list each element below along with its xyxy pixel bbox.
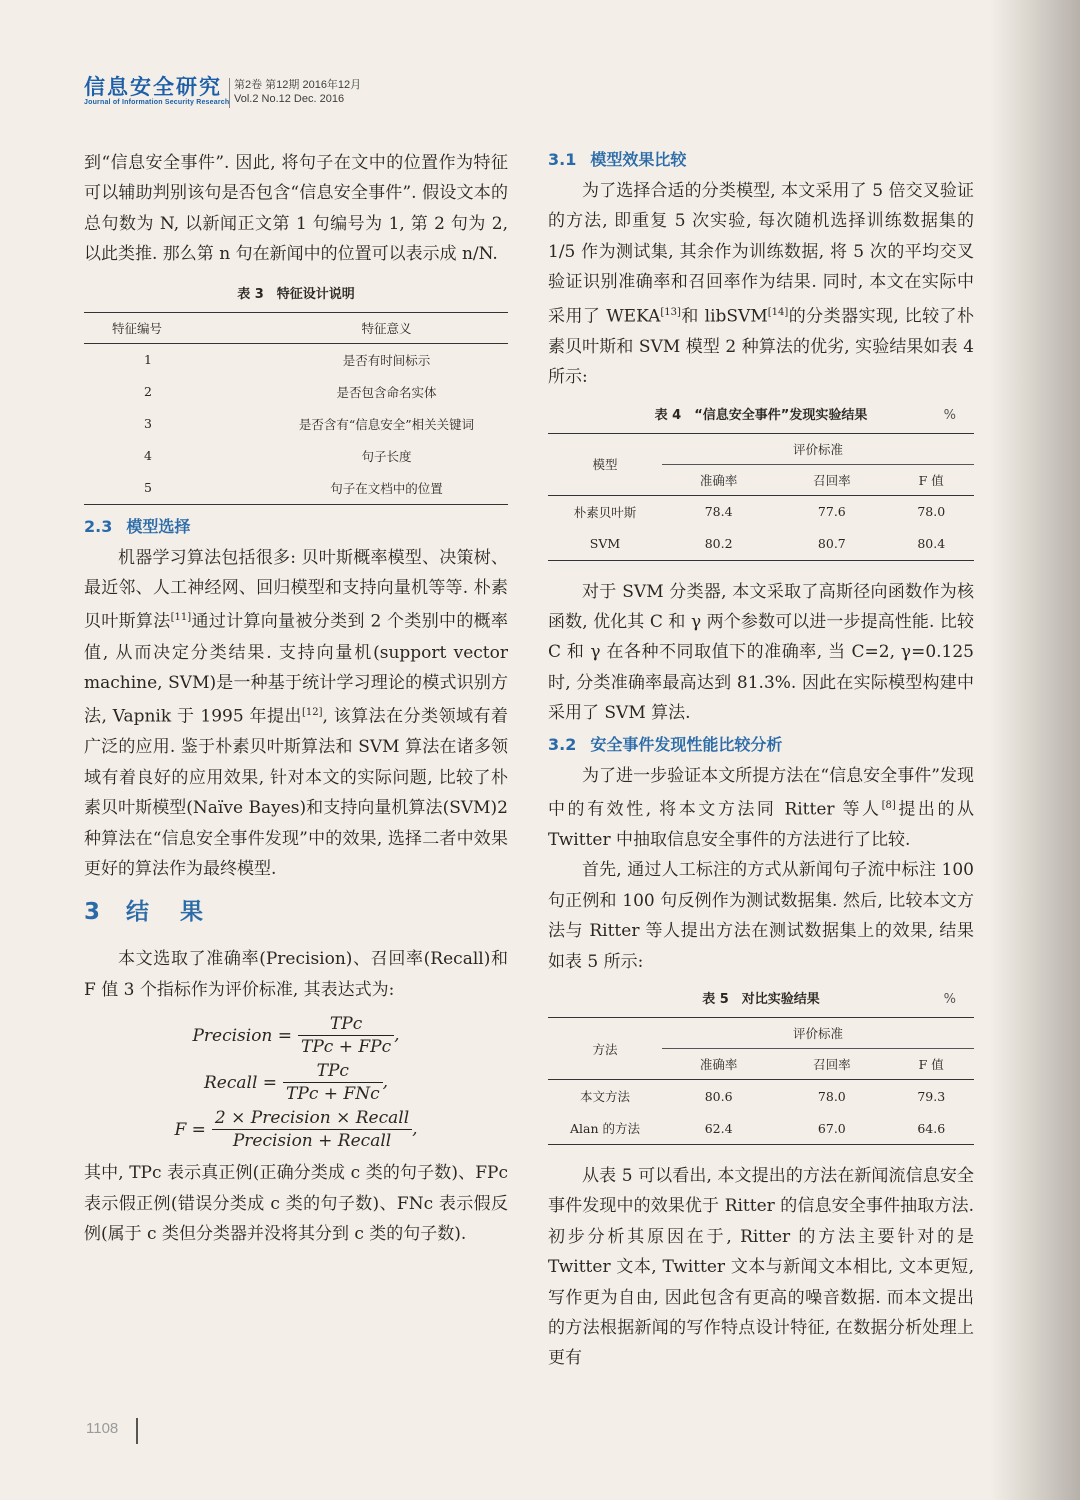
section-number: 2.3: [84, 516, 113, 536]
table4-cell: 80.7: [817, 536, 846, 551]
table4-unit: %: [943, 407, 956, 423]
citation: [12]: [301, 707, 323, 719]
fraction: [212, 1107, 412, 1152]
table5-unit: %: [943, 992, 956, 1008]
table3-header-meaning: 特征意义: [265, 312, 508, 343]
table3-header-id: 特征编号: [84, 312, 265, 343]
citation: [14]: [767, 306, 789, 318]
formula-recall: Recall = $\frac{\text{TPc}}{\text{TPc + FNc}}$ ,: [204, 1061, 388, 1105]
section-3-2-heading: [548, 729, 974, 761]
text-run: 提出的从 Twitter 中抽取信息安全事件的方法进行了比较.: [548, 799, 975, 850]
text-run: 和 libSVM: [680, 306, 768, 327]
table5-header-precision: 准确率: [662, 1049, 775, 1080]
section-title: 安全事件发现性能比较分析: [590, 734, 783, 754]
table3-header-row: [84, 312, 508, 343]
table4-header-model: 模型: [548, 433, 662, 495]
journal-logo: [84, 76, 229, 107]
journal-title-cn: 信息安全研究: [84, 75, 222, 99]
table4-caption: [548, 403, 974, 429]
section-number: 3.2: [548, 734, 577, 754]
table5-header-recall: 召回率: [775, 1049, 888, 1080]
table5-cell: 78.0: [817, 1088, 846, 1104]
right-paragraph-4: 首先, 通过人工标注的方式从新闻句子流中标注 100 句正例和 100 句反例作为测试数据集. 然后, 比较本文方法与 Ritter 等人提出方法在测试数据集上的效果, 结果如表 5 所示:: [548, 860, 974, 972]
table5-cell: Alan 的方法: [569, 1121, 640, 1137]
numerator: TPc: [283, 1060, 383, 1083]
table4-cell: 朴素贝叶斯: [573, 504, 637, 520]
right-column: [548, 148, 974, 1374]
formula-label: Precision =: [192, 1025, 293, 1046]
table4-title: 表 4 “信息安全事件”发现实验结果: [654, 407, 868, 423]
text-run: 机器学习算法包括很多: 贝叶斯概率模型、决策树、最近邻、人工神经网、回归模型和支持向量机等等. 朴素贝叶斯算法: [84, 547, 508, 633]
table3-cell: 3: [144, 416, 152, 432]
journal-header: [84, 76, 504, 116]
header-divider: [229, 78, 230, 108]
text-run: 通过计算向量被分类到 2 个类别中的概率值, 从而决定分类结果. 支持向量机(support vector machine, SVM)是一种基于统计学习理论的模式识别方法, Vapnik 于 1995 年提出: [84, 612, 509, 727]
table-row: [548, 1080, 974, 1113]
section-2-3-heading: [84, 511, 508, 543]
table5-header-row-1: [548, 1018, 974, 1049]
table3-cell: 是否包含命名实体: [336, 384, 437, 400]
table4-header-group: 评价标准: [662, 433, 974, 464]
text-run: , 该算法在分类领域有着广泛的应用. 鉴于朴素贝叶斯算法和 SVM 算法在诸多领域有着良好的应用效果, 针对本文的实际问题, 比较了朴素贝叶斯模型(Naïve Bayes)和支持向量机算法(SVM)2 种算法在“信息安全事件发现”中的效果, 选择二者中效果更好的算法作为最终模型.: [84, 706, 508, 879]
left-column: [84, 148, 508, 1249]
table4-header-f: F 值: [888, 464, 974, 495]
right-paragraph-2: 对于 SVM 分类器, 本文采取了高斯径向函数作为核函数, 优化其 C 和 γ 两个参数可以进一步提高性能. 比较 C 和 γ 在各种不同取值下的准确率, 当 C=2, γ=0.125 时, 分类准确率最高达到 81.3%. 因此在实际模型构建中采用了 SVM 算法.: [548, 581, 974, 724]
left-paragraph-3: 本文选取了准确率(Precision)、召回率(Recall)和 F 值 3 个指标作为评价标准, 其表达式为:: [84, 949, 508, 1000]
table4-cell: 78.4: [704, 504, 733, 519]
denominator: Precision + Recall: [232, 1131, 392, 1152]
table4-cell: SVM: [589, 536, 621, 551]
text-run: 为了选择合适的分类模型, 本文采用了 5 倍交叉验证的方法, 即重复 5 次实验, 每次随机选择训练数据集的 1/5 作为测试集, 其余作为训练数据, 将 5 次的平均交叉验证识别准确率和召回率作为结果. 同时, 本文在实际中采用了 WEKA: [548, 181, 974, 327]
table4-cell: 78.0: [917, 504, 946, 519]
table5-caption: [548, 987, 974, 1013]
formula-label: Recall =: [204, 1072, 278, 1093]
table3-cell: 5: [144, 480, 152, 496]
denominator: TPc + FPc: [301, 1037, 392, 1058]
issue-info-cn: 第2卷 第12期 2016年12月: [234, 79, 362, 91]
table5-cell: 79.3: [917, 1088, 946, 1104]
table3-caption: 表 3 特征设计说明: [237, 286, 355, 302]
table4-cell: 80.2: [704, 536, 733, 551]
table3-cell: 句子长度: [361, 448, 412, 464]
table3-cell: 是否有时间标示: [342, 352, 431, 368]
table5: [548, 1017, 974, 1145]
table-row: [548, 1112, 974, 1145]
section-3-heading: [84, 890, 508, 934]
left-paragraph-1: 到“信息安全事件”. 因此, 将句子在文中的位置作为特征可以辅助判别该句是否包含“信息安全事件”. 假设文本的总句数为 N, 以新闻正文第 1 句编号为 1, 第 2 句为 2, 以此类推. 那么第 n 句在新闻中的位置可以表示成 n/N.: [84, 153, 508, 265]
table-row: [548, 495, 974, 528]
citation: [8]: [881, 799, 896, 811]
left-paragraph-4: 其中, TPc 表示真正例(正确分类成 c 类的句子数)、FPc 表示假正例(错误分类成 c 类的句子数)、FNc 表示假反例(属于 c 类但分类器并没将其分到 c 类的句子数).: [84, 1163, 508, 1245]
table5-cell: 80.6: [704, 1088, 733, 1104]
table5-cell: 本文方法: [579, 1089, 630, 1105]
table4-header-row-1: [548, 433, 974, 464]
table5-cell: 62.4: [704, 1120, 733, 1136]
numerator: 2 × Precision × Recall: [212, 1107, 412, 1130]
table5-header-group: 评价标准: [662, 1018, 974, 1049]
table4-header-recall: 召回率: [775, 464, 888, 495]
page-gutter-shadow: [990, 0, 1080, 1500]
table3-cell: 2: [144, 384, 152, 400]
table5-header-f: F 值: [888, 1049, 974, 1080]
table-row: [84, 408, 508, 440]
right-paragraph-1: [548, 176, 974, 393]
table3-cell: 1: [144, 352, 152, 368]
journal-title-en: Journal of Information Security Research: [84, 99, 230, 106]
formula-f: F = $\frac{\text{2 × Precision × Recall}}{\text{Precision + Recall}}$ ,: [174, 1108, 418, 1152]
text-run: 的分类器实现, 比较了朴素贝叶斯和 SVM 模型 2 种算法的优劣, 实验结果如表 4 所示:: [548, 306, 975, 388]
table5-cell: 67.0: [817, 1120, 846, 1136]
table4-cell: 80.4: [917, 536, 946, 551]
section-number: 3: [84, 899, 105, 926]
table5-cell: 64.6: [917, 1120, 946, 1136]
issue-info: [234, 78, 361, 106]
table5-title: 表 5 对比实验结果: [702, 992, 820, 1008]
table4-cell: 77.6: [817, 504, 846, 519]
table4-header-precision: 准确率: [662, 464, 775, 495]
issue-info-en: Vol.2 No.12 Dec. 2016: [234, 93, 345, 105]
table5-header-method: 方法: [548, 1018, 662, 1080]
section-number: 3.1: [548, 150, 577, 169]
fraction: [283, 1060, 383, 1105]
table-row: [84, 472, 508, 505]
section-title: 模型选择: [126, 516, 191, 536]
formula-label: F =: [174, 1119, 206, 1140]
footer-divider: [136, 1418, 138, 1444]
numerator: TPc: [298, 1013, 394, 1036]
table-row: [548, 528, 974, 561]
table4: [548, 433, 974, 561]
fraction: [298, 1013, 394, 1058]
section-3-1-heading: [548, 144, 974, 176]
left-paragraph-2: [84, 543, 508, 885]
section-title: 模型效果比较: [590, 150, 687, 169]
section-title: 结 果: [126, 899, 208, 926]
table3-cell: 句子在文档中的位置: [330, 480, 443, 496]
formula-precision: Precision = $\frac{\text{TPc}}{\text{TPc + FPc}}$ ,: [192, 1014, 400, 1058]
page-number: 1108: [86, 1420, 119, 1437]
text-run: 为了进一步验证本文所提方法在“信息安全事件”发现中的有效性, 将本文方法同 Ritter 等人: [548, 765, 974, 820]
table3-cell: 是否含有“信息安全”相关关键词: [298, 416, 475, 432]
table3: [84, 312, 508, 505]
citation: [11]: [170, 612, 192, 624]
table-row: [84, 376, 508, 408]
table-row: [84, 440, 508, 472]
right-paragraph-3: [548, 761, 974, 856]
right-paragraph-5: 从表 5 可以看出, 本文提出的方法在新闻流信息安全事件发现中的效果优于 Ritter 的信息安全事件抽取方法. 初步分析其原因在于, Ritter 的方法主要针对的是 Twitter 文本, Twitter 文本与新闻文本相比, 文本更短, 写作更为自由, 因此包含有更高的噪音数据. 而本文提出的方法根据新闻的写作特点设计特征, 在数据分析处理上更有: [548, 1166, 974, 1369]
citation: [13]: [660, 306, 681, 318]
denominator: TPc + FNc: [286, 1084, 380, 1105]
table3-cell: 4: [144, 448, 152, 464]
table-row: [84, 343, 508, 376]
